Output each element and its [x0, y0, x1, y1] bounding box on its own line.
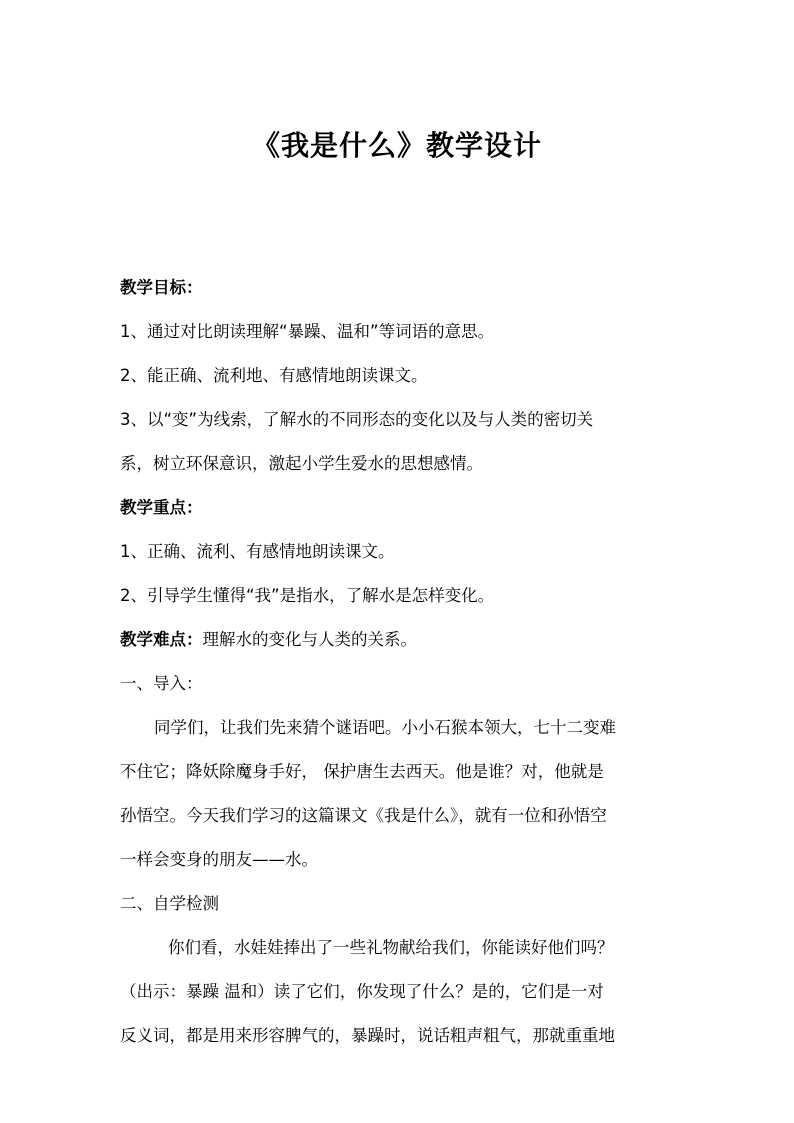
document-body — [120, 266, 680, 1058]
difficulty-text: 理解水的变化与人类的关系。 — [202, 630, 417, 649]
difficulty-line — [120, 618, 680, 662]
section2-line: 反义词，都是用来形容脾气的，暴躁时，说话粗声粗气，那就重重地 — [120, 1026, 615, 1045]
key-points-heading: 教学重点： — [120, 498, 203, 517]
objective-item-continued: 系，树立环保意识，激起小学生爱水的思想感情。 — [120, 454, 483, 473]
objectives-heading: 教学目标： — [120, 278, 203, 297]
objective-item: 2、能正确、流利地、有感情地朗读课文。 — [120, 366, 428, 385]
difficulty-heading: 教学难点： — [120, 630, 203, 649]
section1-line: 一样会变身的朋友——水。 — [120, 850, 318, 869]
section2-line: （出示：暴躁 温和）读了它们，你发现了什么？是的，它们是一对 — [120, 982, 604, 1001]
section1-line: 孙悟空。今天我们学习的这篇课文《我是什么》，就有一位和孙悟空 — [120, 806, 607, 825]
section1-line: 不住它；降妖除魔身手好， 保护唐生去西天。他是谁？对，他就是 — [120, 762, 604, 781]
objective-item: 3、以“变”为线索，了解水的不同形态的变化以及与人类的密切关 — [120, 410, 594, 429]
section1-line: 同学们，让我们先来猜个谜语吧。小小石猴本领大，七十二变难 — [154, 718, 616, 737]
section1-heading: 一、导入： — [120, 674, 203, 693]
key-point-item: 1、正确、流利、有感情地朗读课文。 — [120, 542, 395, 561]
document-title: 《我是什么》教学设计 — [251, 129, 542, 162]
section2-line: 你们看，水娃娃捧出了一些礼物献给我们，你能读好他们吗？ — [168, 938, 614, 957]
section2-heading: 二、自学检测 — [120, 894, 219, 913]
objective-item: 1、通过对比朗读理解“暴躁、温和”等词语的意思。 — [120, 322, 495, 341]
key-point-item: 2、引导学生懂得“我”是指水，了解水是怎样变化。 — [120, 586, 495, 605]
